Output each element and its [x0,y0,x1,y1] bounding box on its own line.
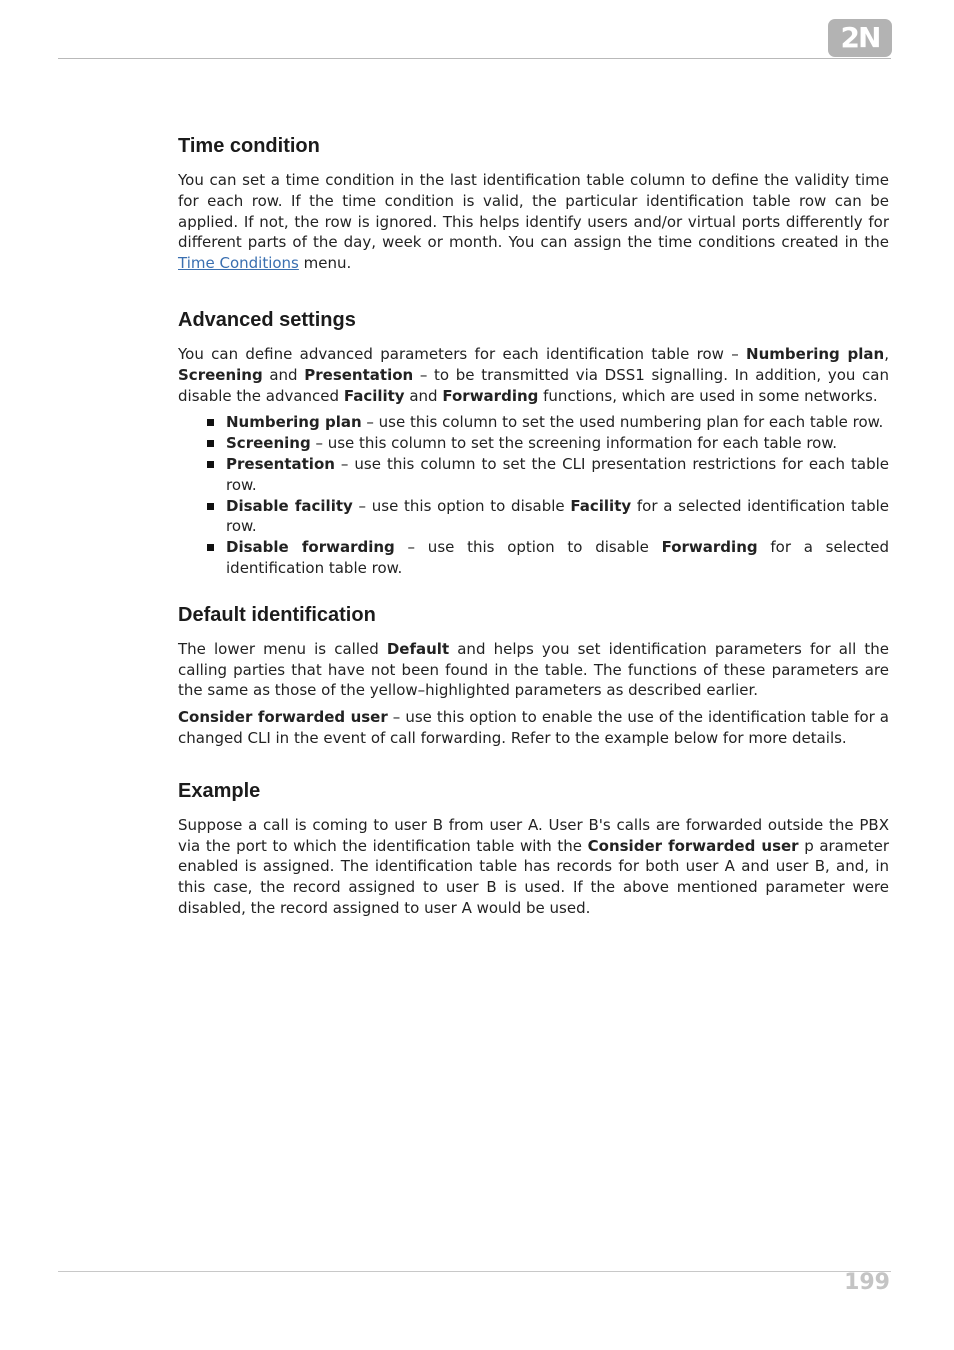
section-advanced-settings [178,306,889,579]
bullet-icon [207,503,214,510]
text-run: – use this option to disable [394,538,662,557]
list-item [178,433,889,454]
bold-term: Consider forwarded user [587,836,799,855]
heading-default-identification: Default identification [178,603,376,626]
list-item [178,496,889,538]
list-item [178,454,889,496]
text-run: – use this option to disable [352,496,571,515]
section-example [178,777,889,919]
text-run: You can set a time condition in the last identification table column to define the validity time for each row. If the time condition is valid, the particular identification table row can be applied. If not, the row is ignored. This helps identify users and/or virtual ports differently for different parts of the day, week or month. You can assign the time conditions created in the [178,171,889,252]
text-run: – use this column to set the used numbering plan for each table row. [361,413,884,432]
bullet-icon [207,440,214,447]
brand-logo [828,19,892,57]
paragraph-advanced-settings [178,344,889,406]
bullet-icon [207,544,214,551]
bullet-icon [207,461,214,468]
bold-term: Disable facility [226,496,353,515]
text-run: You can define advanced parameters for each identification table row – [178,344,747,363]
paragraph-example [178,815,889,919]
section-time-condition [178,132,889,274]
section-default-identification [178,601,889,749]
bold-term: Forwarding [442,386,539,405]
heading-example: Example [178,779,261,802]
bold-term: Forwarding [661,538,758,557]
text-run: menu. [298,254,352,273]
bold-term: Consider forwarded user [178,708,388,727]
logo-text: 2N [840,21,880,54]
paragraph-consider-forwarded-user [178,707,889,749]
text-run: for a selected identification table row. [226,496,889,536]
bold-term: Presentation [226,454,335,473]
bold-term: Screening [226,434,311,453]
bold-term: Facility [343,386,405,405]
text-run: functions, which are used in some networks. [538,386,878,405]
list-item [178,537,889,579]
page-number: 199 [844,1270,890,1295]
heading-time-condition: Time condition [178,135,320,157]
bold-term: Disable forwarding [226,538,395,557]
text-run: – use this option to enable the use of the identification table for a changed CLI in the event of call forwarding. Refer to the example below for more details. [178,708,889,747]
advanced-settings-list [178,412,889,578]
bullet-icon [207,419,214,426]
text-run: – use this column to set the screening information for each table row. [310,434,838,453]
text-run: and helps you set identification parameters for all the calling parties that have not been found in the table. The functions of these parameters are the same as those of the yellow–highlighted parameters as described earlier. [178,639,889,700]
page-content [178,132,889,925]
text-run: p arameter enabled is assigned. The identification table has records for both user A and user B, and, in this case, the record assigned to user B is used. If the above mentioned parameter were disabled, the record assigned to user A would be used. [178,836,889,917]
paragraph-default-identification [178,639,889,701]
text-run: for a selected identification table row. [226,538,889,577]
bold-term: Presentation [304,365,414,384]
list-item [178,412,889,433]
paragraph-time-condition [178,170,889,274]
text-run: and [262,365,305,384]
bold-term: Default [386,639,450,658]
bold-term: Numbering plan [746,344,885,363]
header-divider [58,58,891,59]
heading-advanced-settings: Advanced settings [178,308,356,331]
bold-term: Numbering plan [226,413,362,432]
text-run: The lower menu is called [178,639,387,658]
bold-term: Facility [570,496,632,515]
footer-divider [58,1271,891,1272]
text-run: – to be transmitted via DSS1 signalling. In addition, you can disable the advanced [178,365,889,405]
text-run: Suppose a call is coming to user B from user A. User B's calls are forwarded outside the PBX via the port to which the identification table with the [178,815,889,855]
text-run: and [404,386,443,405]
text-run: – use this column to set the CLI presentation restrictions for each table row. [226,454,889,494]
text-run: , [884,344,889,363]
bold-term: Screening [178,365,263,384]
time-conditions-link[interactable]: Time Conditions [178,254,299,273]
